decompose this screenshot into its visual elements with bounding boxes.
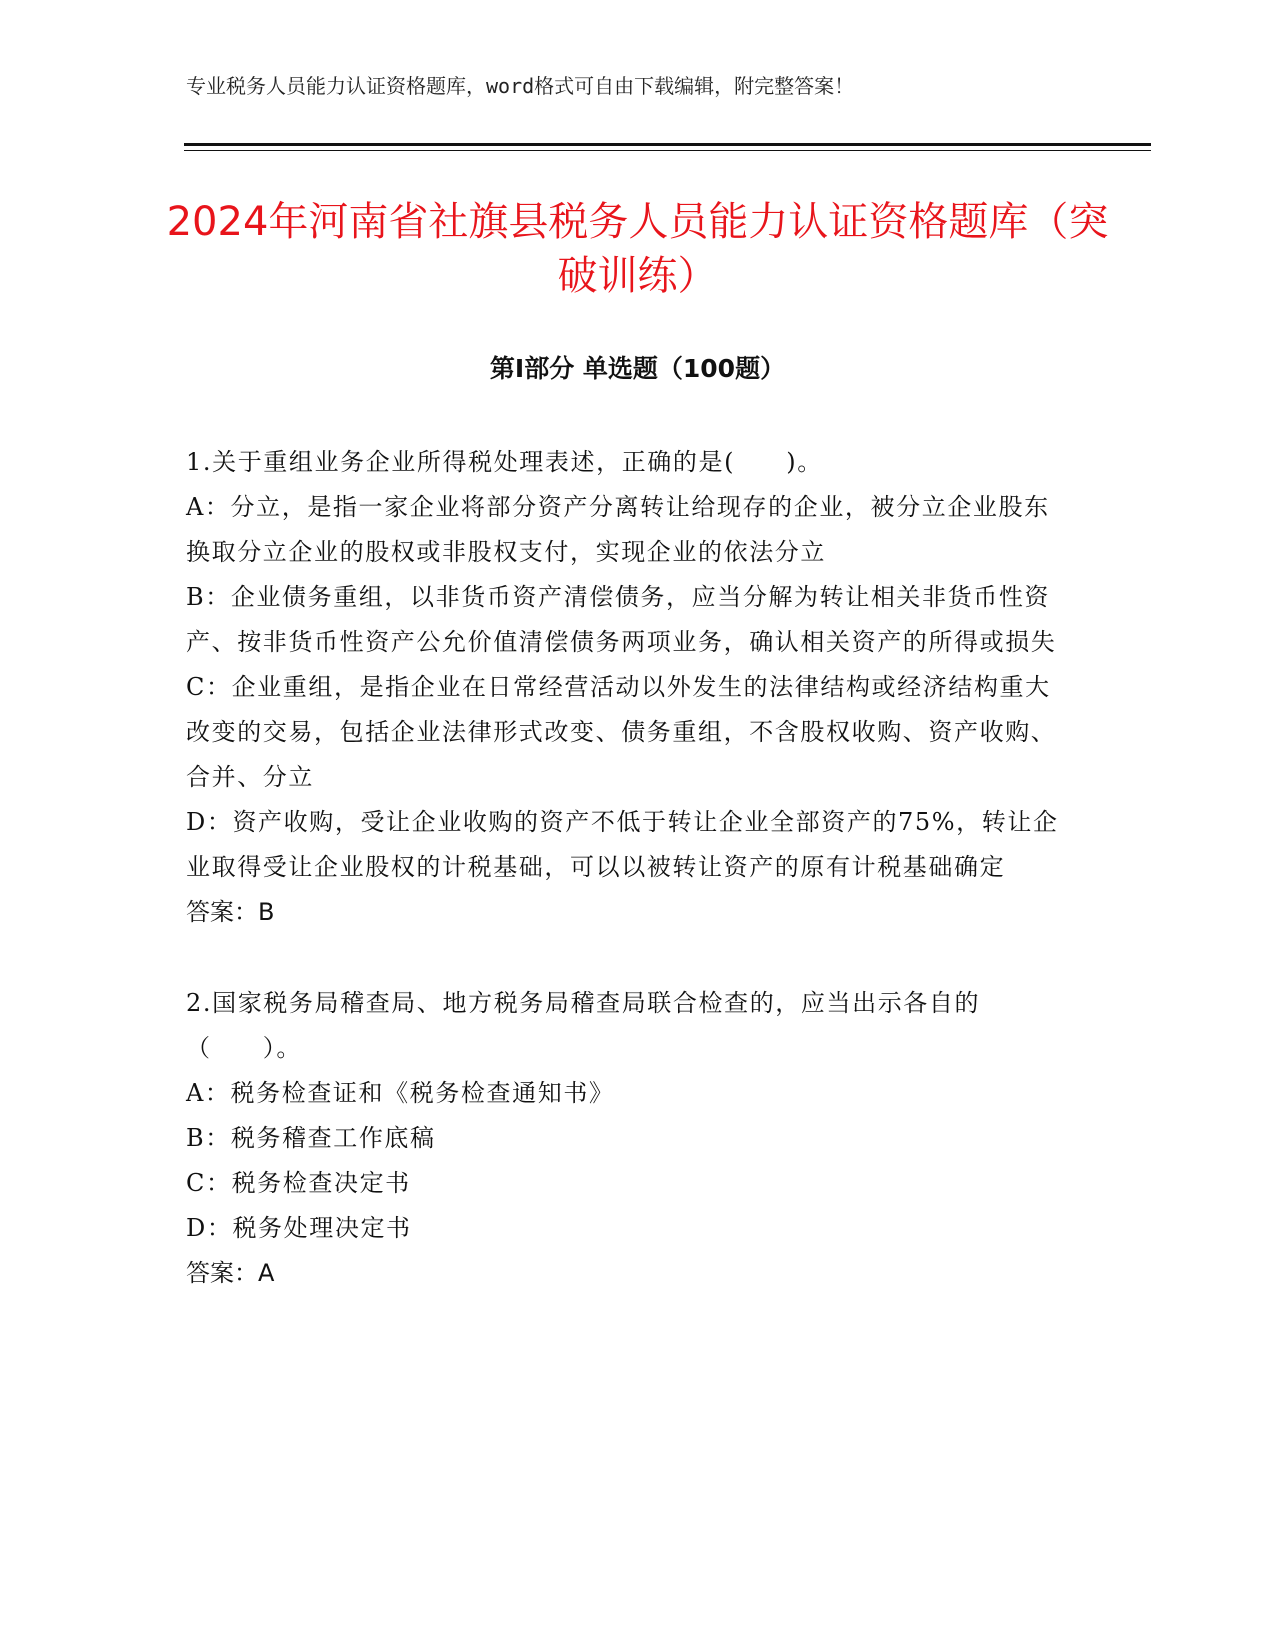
option-c: C：企业重组，是指企业在日常经营活动以外发生的法律结构或经济结构重大改变的交易，包括企业法律形式改变、债务重组，不含股权收购、资产收购、合并、分立 (186, 673, 1057, 791)
question-2 (186, 981, 1066, 1296)
option-b: B：税务稽查工作底稿 (186, 1124, 436, 1152)
header-rule-thick (184, 143, 1151, 146)
option-b: B：企业债务重组，以非货币资产清偿债务，应当分解为转让相关非货币性资产、按非货币性资产公允价值清偿债务两项业务，确认相关资产的所得或损失 (186, 583, 1057, 656)
option-d: D：资产收购，受让企业收购的资产不低于转让企业全部资产的75%，转让企业取得受让企业股权的计税基础，可以以被转让资产的原有计税基础确定 (186, 808, 1059, 881)
answer: 答案：A (186, 1259, 275, 1287)
document-title: 2024年河南省社旗县税务人员能力认证资格题库（突破训练） (166, 199, 1109, 299)
header-rule-thin (184, 150, 1151, 151)
question-stem: 2.国家税务局稽查局、地方税务局稽查局联合检查的，应当出示各自的（ ）。 (186, 989, 981, 1062)
question-1 (186, 440, 1066, 935)
option-a: A：税务检查证和《税务检查通知书》 (186, 1079, 615, 1107)
option-c: C：税务检查决定书 (186, 1169, 411, 1197)
section-title: 第Ⅰ部分 单选题（100题） (489, 354, 786, 383)
answer: 答案：B (186, 898, 275, 926)
question-stem: 1.关于重组业务企业所得税处理表述，正确的是( )。 (186, 448, 823, 476)
page-header: 专业税务人员能力认证资格题库，word格式可自由下载编辑，附完整答案！ (186, 74, 855, 98)
question-list (186, 440, 1066, 1342)
option-d: D：税务处理决定书 (186, 1214, 412, 1242)
option-a: A：分立，是指一家企业将部分资产分离转让给现存的企业，被分立企业股东换取分立企业的股权或非股权支付，实现企业的依法分立 (186, 493, 1050, 566)
